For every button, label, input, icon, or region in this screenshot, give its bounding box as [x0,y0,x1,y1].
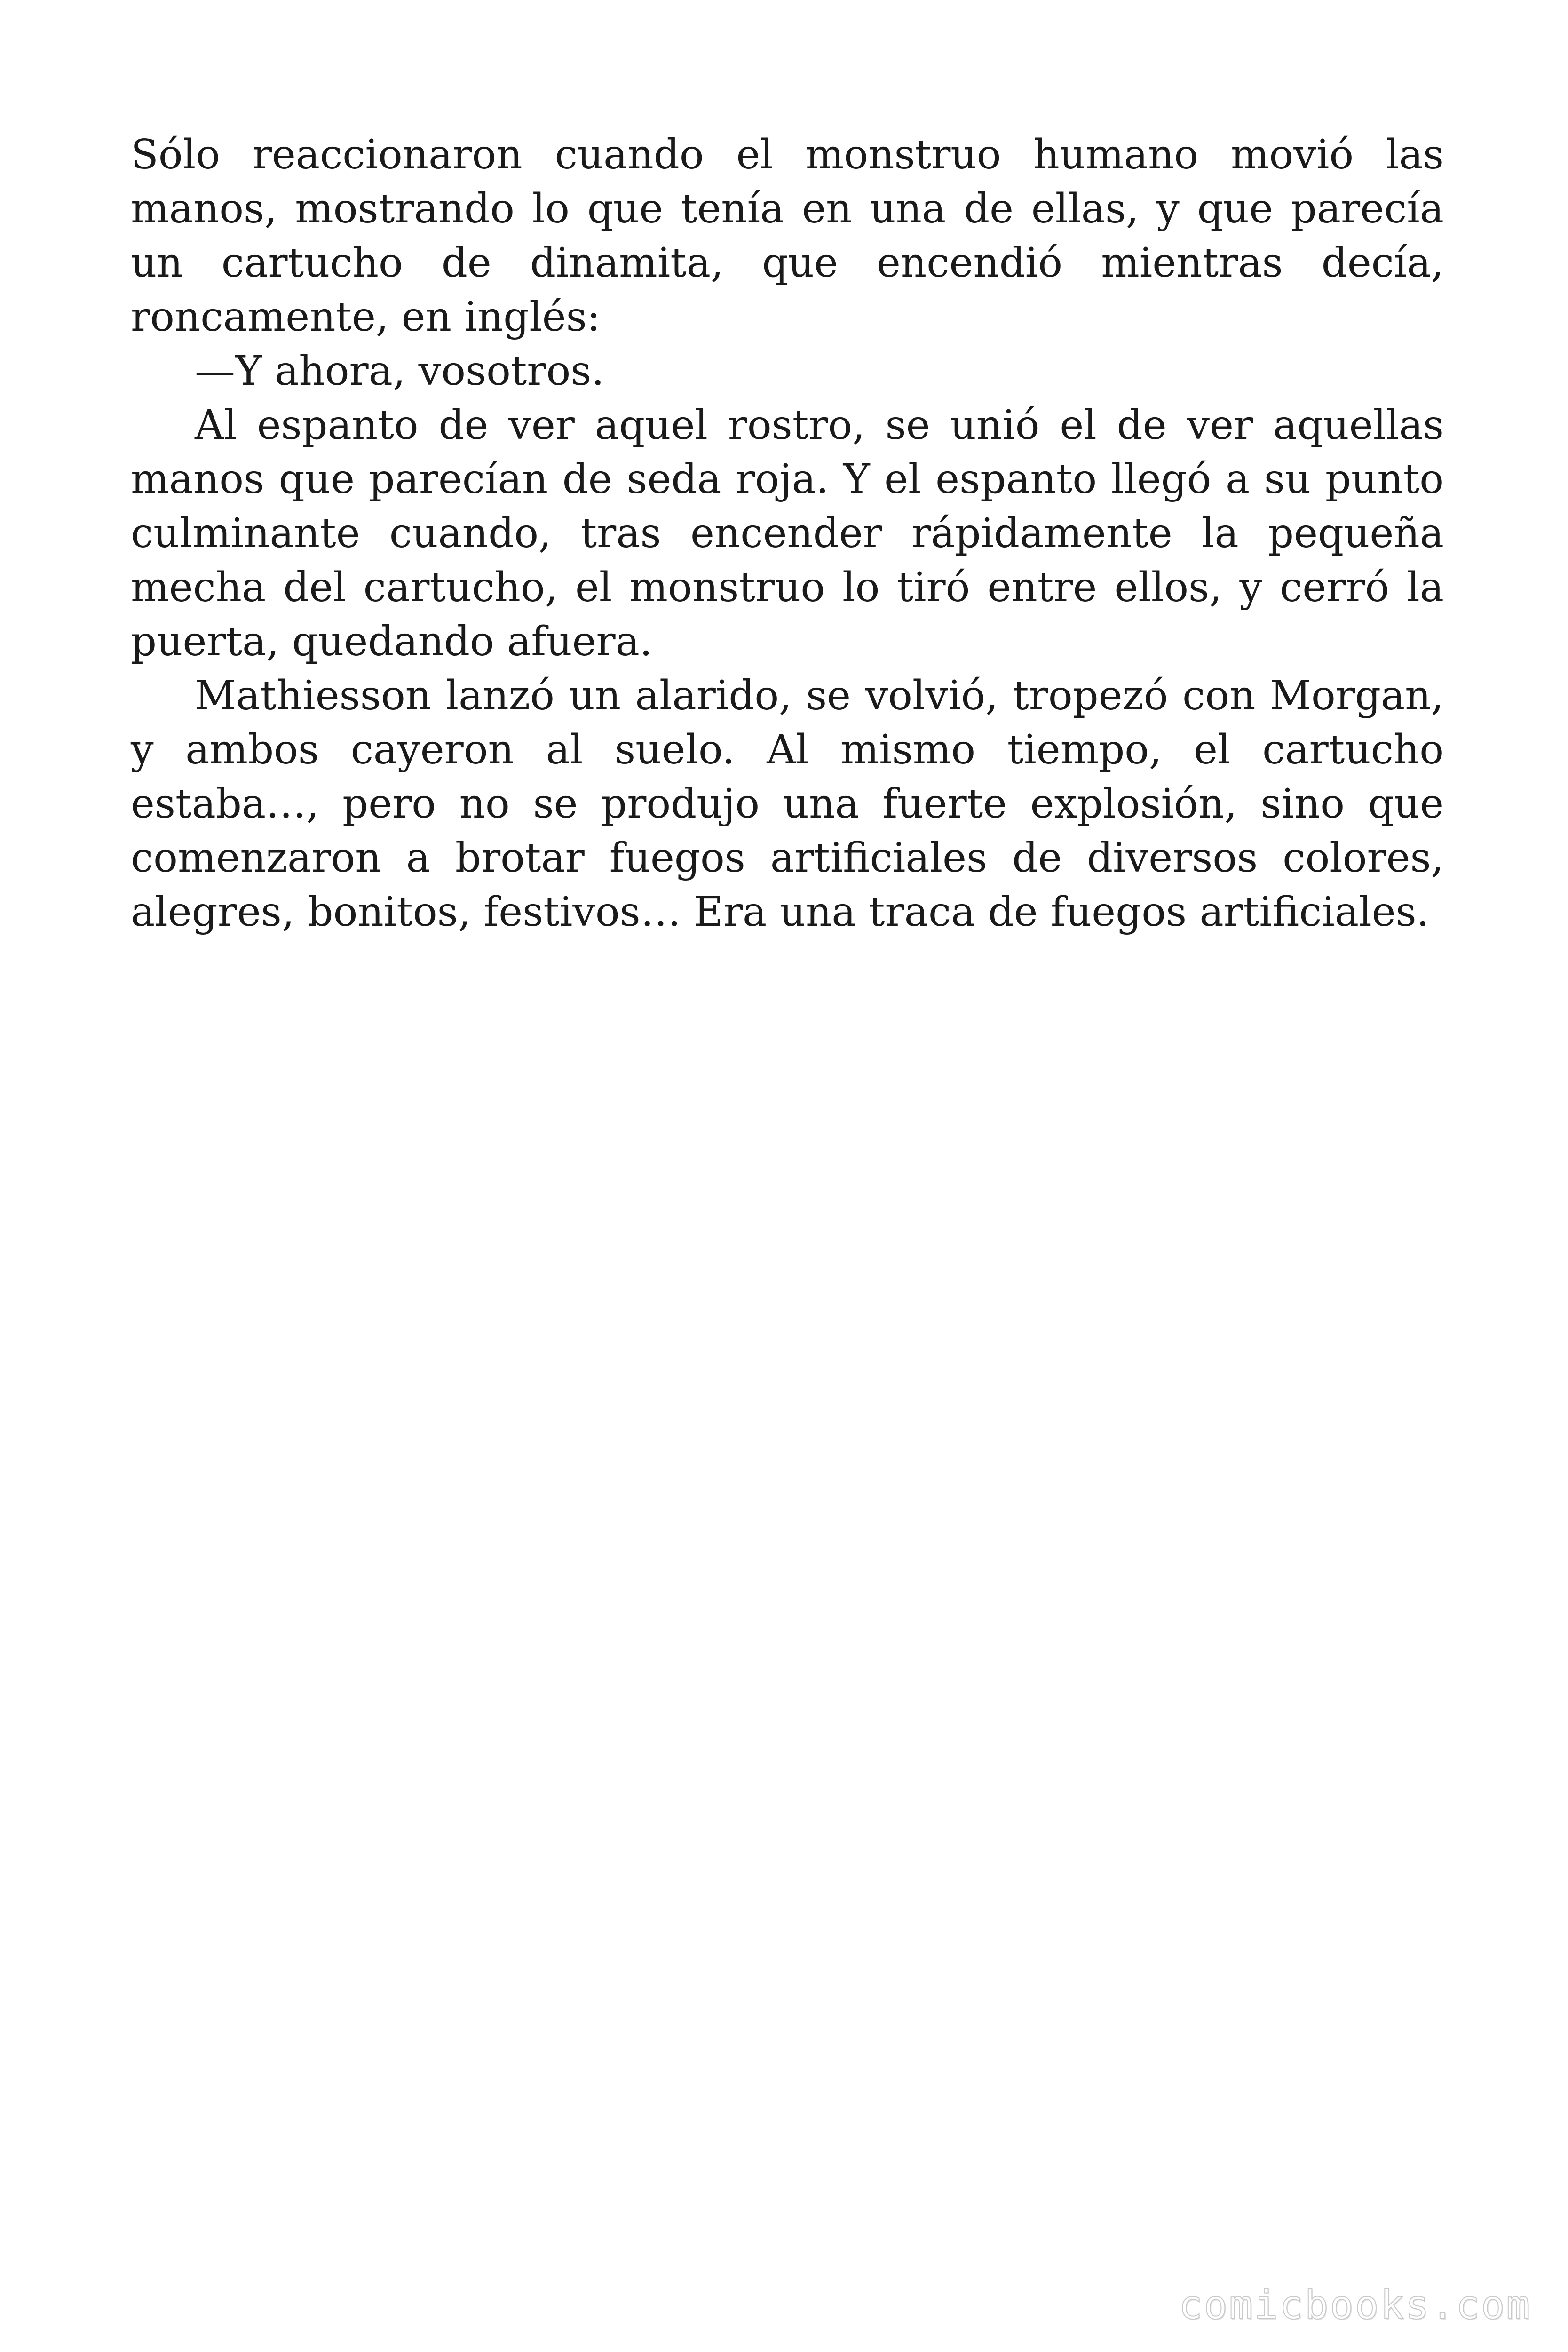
watermark-text: comicbooks.com [1178,2282,1531,2328]
paragraph-2-dialogue: —Y ahora, vosotros. [195,348,604,395]
body-text [131,128,1444,939]
paragraph-1: Sólo reaccionaron cuando el monstruo humano movió las manos, mostrando lo que tenía en una de ellas, y que parecía un cartucho de dinamita, que encendió mientras decía, roncamente, en inglés: [131,131,1444,341]
paragraph-4: Mathiesson lanzó un alarido, se volvió, tropezó con Morgan, y ambos cayeron al suelo. Al mismo tiempo, el cartucho estaba…, pero no se produjo una fuerte explosión, sino que comenzaron a brotar fuegos artificiales de diversos colores, alegres, bonitos, festivos… Era una traca de fuegos artificiales. [131,672,1444,936]
paragraph-3: Al espanto de ver aquel rostro, se unió el de ver aquellas manos que parecían de seda roja. Y el espanto llegó a su punto culminante cuando, tras encender rápidamente la pequeña mecha del cartucho, el monstruo lo tiró entre ellos, y cerró la puerta, quedando afuera. [131,402,1444,665]
